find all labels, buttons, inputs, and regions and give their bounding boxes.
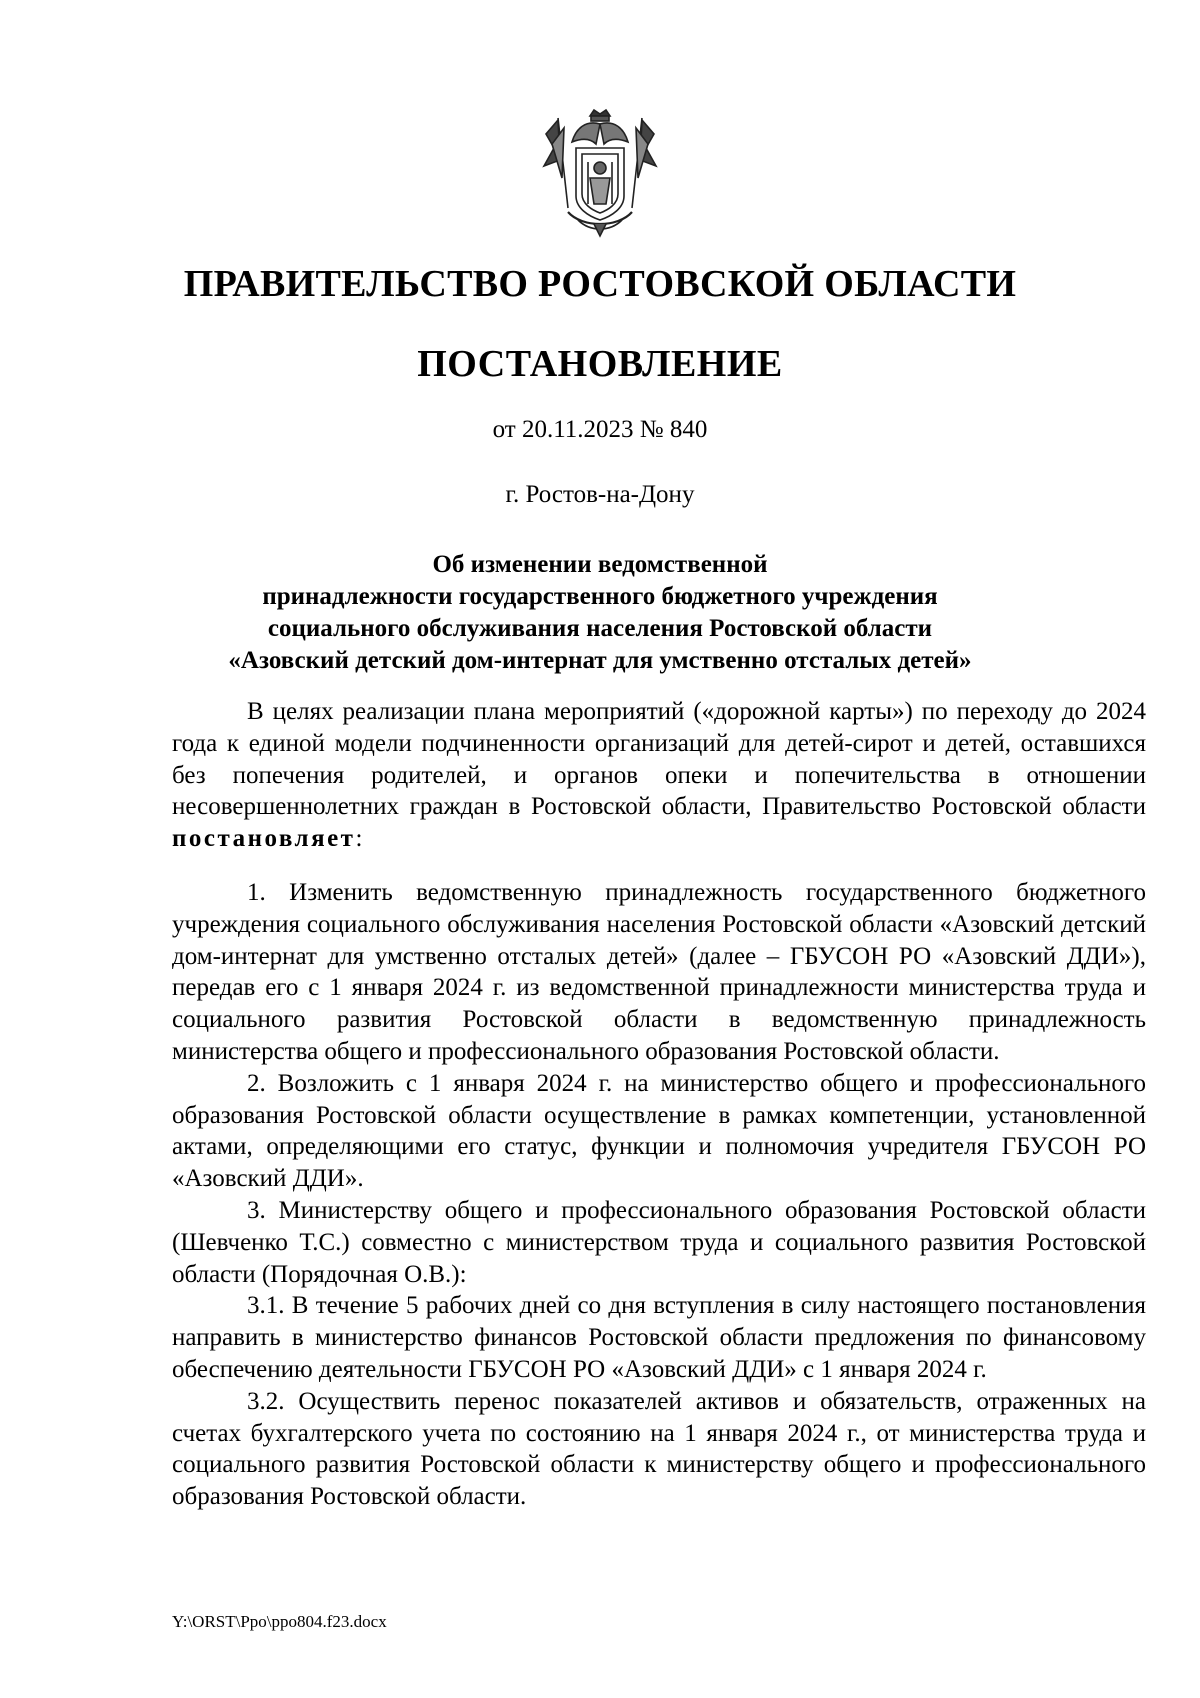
preamble-end: : xyxy=(355,825,363,853)
organization-title: ПРАВИТЕЛЬСТВО РОСТОВСКОЙ ОБЛАСТИ xyxy=(183,263,1017,305)
footer-file-path: Y:\ORST\Ppo\ppo804.f23.docx xyxy=(172,1612,387,1631)
document-city: г. Ростов-на-Дону xyxy=(505,481,695,508)
preamble-paragraph xyxy=(172,696,1146,855)
document-body xyxy=(172,696,1146,1513)
clause-3: 3. Министерству общего и профессионального образования Ростовской области (Шевченко Т.С.) совместно с министерством труда и социального развития Ростовской области (Порядочная О.В.): xyxy=(172,1196,1146,1288)
clause-2: 2. Возложить с 1 января 2024 г. на министерство общего и профессионального образования Ростовской области осуществление в рамках компетенции, установленной актами, определяющими его статус, функции и полномочия учредителя ГБУСОН РО «Азовский ДДИ». xyxy=(172,1069,1146,1193)
coat-of-arms-icon xyxy=(538,108,662,238)
subject-line: «Азовский детский дом-интернат для умственно отсталых детей» xyxy=(228,647,972,674)
clause-1: 1. Изменить ведомственную принадлежность государственного бюджетного учреждения социального обслуживания населения Ростовской области «Азовский детский дом-интернат для умственно отсталых детей» (далее – ГБУСОН РО «Азовский ДДИ»), передав его с 1 января 2024 г. из ведомственной принадлежности министерства труда и социального развития Ростовской области в ведомственную принадлежность министерства общего и профессионального образования Ростовской области. xyxy=(172,878,1146,1065)
preamble-text: В целях реализации плана мероприятий («дорожной карты») по переходу до 2024 года к единой модели подчиненности организаций для детей-сирот и детей, оставшихся без попечения родителей, и органов опеки и попечительства в отношении несовершеннолетних граждан в Ростовской области, Правительство Ростовской области xyxy=(172,698,1146,821)
clause-3-1: 3.1. В течение 5 рабочих дней со дня вступления в силу настоящего постановления направить в министерство финансов Ростовской области предложения по финансовому обеспечению деятельности ГБУСОН РО «Азовский ДДИ» с 1 января 2024 г. xyxy=(172,1292,1146,1383)
document-subject xyxy=(160,549,1040,677)
clause-3-2: 3.2. Осуществить перенос показателей активов и обязательств, отраженных на счетах бухгалтерского учета по состоянию на 1 января 2024 г., от министерства труда и социального развития Ростовской области к министерству общего и профессионального образования Ростовской области. xyxy=(172,1387,1146,1511)
subject-line: социального обслуживания населения Ростовской области xyxy=(267,615,933,642)
subject-line: Об изменении ведомственной xyxy=(432,551,768,578)
document-date-number: от 20.11.2023 № 840 xyxy=(492,416,708,443)
preamble-keyword: постановляет xyxy=(172,825,356,853)
document-type-heading: ПОСТАНОВЛЕНИЕ xyxy=(417,343,783,385)
subject-line: принадлежности государственного бюджетного учреждения xyxy=(262,583,938,610)
